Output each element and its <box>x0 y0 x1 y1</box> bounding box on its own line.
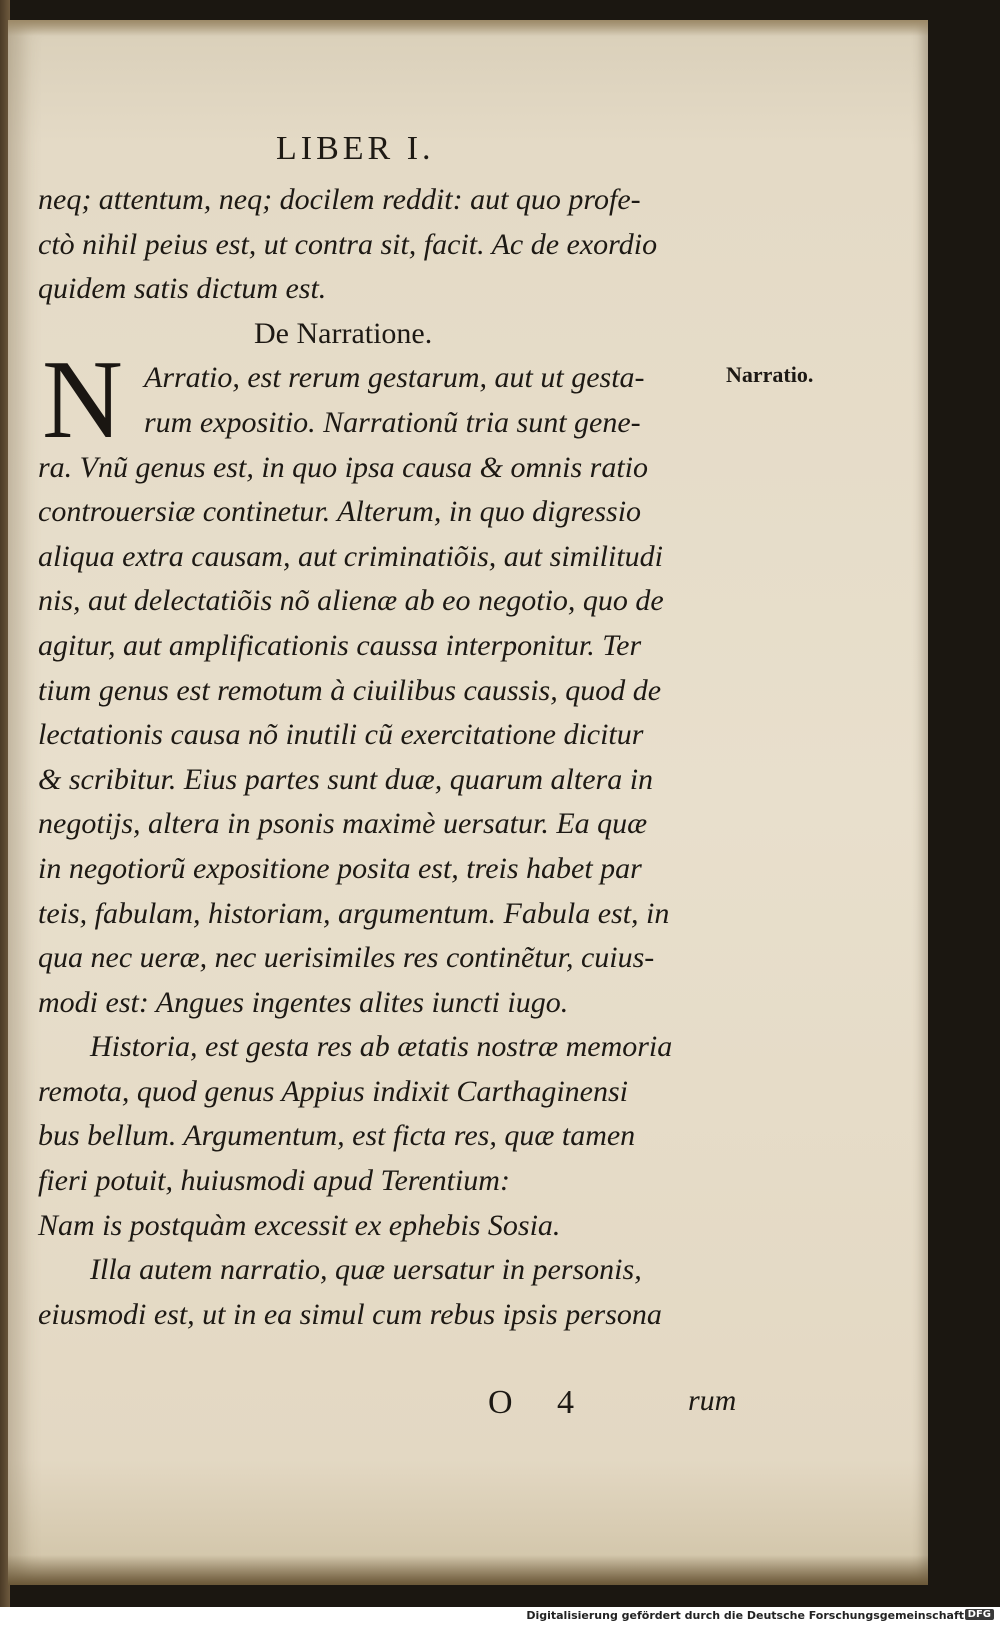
running-head: LIBER I. <box>276 130 435 167</box>
text-line: fieri potuit, huiusmodi apud Terentium: <box>38 1164 510 1198</box>
text-line: controuersiæ continetur. Alterum, in quo digressio <box>38 495 642 529</box>
text-line: remota, quod genus Appius indixit Carthaginensi <box>38 1074 628 1108</box>
text-line: modi est: Angues ingentes alites iuncti iugo. <box>38 985 569 1019</box>
text-line: tium genus est remotum à ciuilibus caussis, quod de <box>38 673 662 707</box>
margin-note: Narratio. <box>726 362 814 387</box>
catchword: rum <box>688 1384 737 1417</box>
signature-mark: O 4 <box>488 1384 593 1421</box>
section-heading: De Narratione. <box>254 316 433 350</box>
text-line: agitur, aut amplificationis caussa interponitur. Ter <box>38 628 642 662</box>
text-line: lectationis causa nõ inutili cũ exercitatione dicitur <box>38 718 644 752</box>
text-line: in negotiorũ expositione posita est, treis habet par <box>38 851 642 885</box>
text-line: teis, fabulam, historiam, argumentum. Fabula est, in <box>38 896 670 930</box>
text-line: negotijs, altera in psonis maximè uersatur. Ea quæ <box>38 807 648 841</box>
page-bottom-shadow <box>8 1555 928 1585</box>
text-line: nis, aut delectatiõis nõ alienæ ab eo negotio, quo de <box>38 584 664 618</box>
text-line: eiusmodi est, ut in ea simul cum rebus ipsis persona <box>38 1297 662 1331</box>
text-line: Illa autem narratio, quæ uersatur in personis, <box>90 1253 642 1287</box>
text-line: Nam is postquàm excessit ex ephebis Sosia. <box>38 1208 561 1242</box>
text-line: aliqua extra causam, aut criminatiõis, aut similitudi <box>38 539 663 573</box>
text-line: ctò nihil peius est, ut contra sit, facit. Ac de exordio <box>38 227 658 261</box>
text-line: neq; attentum, neq; docilem reddit: aut quo profe- <box>38 183 641 216</box>
text-line: & scribitur. Eius partes sunt duæ, quarum altera in <box>38 762 654 796</box>
text-line: rum expositio. Narrationũ tria sunt gene- <box>144 405 641 439</box>
text-line: Historia, est gesta res ab ætatis nostræ memoria <box>90 1030 673 1064</box>
text-line: Arratio, est rerum gestarum, aut ut gesta- <box>144 361 645 395</box>
text-line: qua nec ueræ, nec uerisimiles res continẽtur, cuius- <box>38 941 655 975</box>
body-text <box>38 178 758 1337</box>
dfg-logo: DFG <box>965 1609 994 1620</box>
footer-credit: Digitalisierung gefördert durch die Deutsche Forschungsgemeinschaft <box>526 1609 964 1622</box>
text-line: ra. Vnũ genus est, in quo ipsa causa & omnis ratio <box>38 450 649 484</box>
drop-cap-initial: N <box>42 338 123 462</box>
text-line: quidem satis dictum est. <box>38 272 327 306</box>
page-top-shadow <box>8 20 928 36</box>
text-line: bus bellum. Argumentum, est ficta res, quæ tamen <box>38 1119 636 1153</box>
